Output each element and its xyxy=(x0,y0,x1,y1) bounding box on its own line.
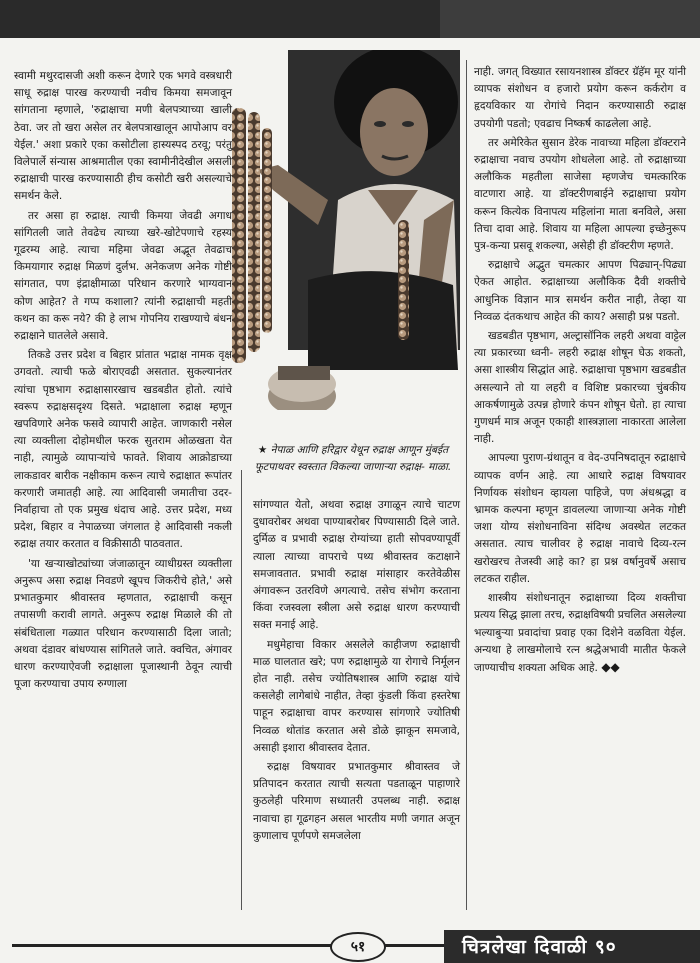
photo-caption: ★ नेपाळ आणि हरिद्वार येथून रुद्राक्ष आणून मुंबईत फूटपाथवर स्वस्तात विकल्या जाणाऱ्या रुद्राक्ष- माळा. xyxy=(254,444,452,473)
paragraph: रुद्राक्ष विषयावर प्रभातकुमार श्रीवास्तव जे प्रतिपादन करतात त्याची सत्यता पडताळून पाहाणारे कुठलेही परिमाण सध्यातरी उपलब्ध नाही. रुद्राक्ष नावाचा हा गूढगहन असल भारतीय मणी जगात अजून कुणालाच पूर्णपणे समजलेला xyxy=(253,761,460,842)
paragraph: 'या खऱ्याखोट्यांच्या जंजाळातून व्याधीग्रस्त व्यक्तीला अनुरूप असा रुद्राक्ष निवडणे खूपच जिकरीचे होते,' असे प्रभातकुमार श्रीवास्तव म्हणतात, रुद्राक्षाची कसून तपासणी करावी लागते. अनुरूप रुद्राक्ष मिळाले की तो संबंधिताला गळ्यात परिधान करण्यासाठी दिला जातो; अथवा दंडावर बांधण्यास सांगितले जाते. क्वचित, अंगावर धारण करण्याऐवजी रुद्राक्षाला पूजास्थानी ठेवून त्याची पूजा करण्याचा उपाय रुग्णाला xyxy=(14,557,232,691)
magazine-title: चित्रलेखा दिवाळी ९० xyxy=(462,936,617,958)
paragraph: तर अमेरिकेत सुसान डेरेक नावाच्या महिला डॉक्टराने रुद्राक्षाचा नवाच उपयोग शोधलेला आहे. तो रुद्राक्षाच्या अलौकिक महतीला साजेसा म्हणजेच चमत्कारिक वाटणारा आहे. या डॉक्टरीणबाईने रुद्राक्षाचा प्रयोग करून कित्येक विनापत्य महिलांना माता बनविले, असा तिचा दावा आहे. शिवाय या महिला आपल्या इच्छेनुरूप पुत्र-कन्या प्रसवू शकल्या, असेही ही डॉक्टरीण म्हणते. xyxy=(474,136,686,253)
paragraph: खडबडीत पृष्ठभाग, अल्ट्रासॉनिक लहरी अथवा वाट्टेल त्या प्रकारच्या ध्वनी- लहरी रुद्राक्ष शोषून घेऊ शकतो, असा शास्त्रीय सिद्धांत आहे. रुद्राक्षाचा पृष्ठभाग खडबडीत असल्याने तो या लहरी व विशिष्ट प्रकारच्या चुंबकीय आकर्षणामुळे उत्पन्न होणारे कंपन शोषून घेतो. हा त्याचा गुणधर्म मात्र अजून एकाही शास्त्रज्ञाला नाकारता आलेला नाही. xyxy=(474,330,686,446)
end-mark-icon: ◆◆ xyxy=(601,659,620,674)
photo-vendor-with-malas xyxy=(218,50,460,435)
article-column-2 xyxy=(253,497,460,847)
paragraph: तर असा हा रुद्राक्ष. त्याची किमया जेवढी अगाध सांगितली जाते तेवढेच त्याच्या खरे-खोटेपणाचे रहस्य गूढरम्य आहे. त्याचा महिमा जेवढा अद्भूत तेवढाच किमयागार रुद्राक्ष मिळणं दुर्लभ. अनेकजण अनेक गोष्टी सांगतात, पण इंद्राक्षीमाळा परिधान करणारे भाग्यवान कोण आहेत? ते गप्प कशाला? त्यांनी रुद्राक्षाची महती कथन का करू नये? की हे लाभ गोपनिय राखण्याचे बंधन रुद्राक्षाने घातलेले असावे. xyxy=(14,209,232,343)
article-column-3 xyxy=(474,64,686,679)
paragraph: स्वामी मथुरदासजी अशी करून देणारे एक भगवे वस्त्रधारी साधू रुद्राक्ष पारख करण्याची नवीच किमया समजावून सांगताना म्हणाले, 'रुद्राक्षाचा मणी बेलपत्र्याच्या खाली ठेवा. जर तो खरा असेल तर बेलपत्राखालून आपोआप वर येईल.' अशा प्रकारे एका कसोटीला हास्यस्पद ठरवू; परंतु विलेपार्ले संन्यास आश्रमातील एका स्वामीनीदेखील असली रुद्राक्षाची पारख करण्यासाठी हीच कसोटी खरी असल्याचे समर्थन केले. xyxy=(14,70,232,203)
top-banner xyxy=(0,0,700,38)
paragraph-text: शास्त्रीय संशोधनातून रुद्राक्षाच्या दिव्य शक्तीचा प्रत्यय सिद्ध झाला तरच, रुद्राक्षविषयी प्रचलित असलेल्या भल्याबुऱ्या प्रवादांचा प्रवाह एका दिशेने वळविता येईल. अन्यथा हे लाखमोलाचे रत्न श्रद्धेअभावी मातीत फेकले जाण्याचीच शक्यता अधिक आहे. xyxy=(474,592,686,674)
top-banner-dark-block xyxy=(440,0,700,38)
column-rule-left xyxy=(241,470,242,910)
paragraph: सांगण्यात येतो, अथवा रुद्राक्ष उगाळून त्याचे चाटण दुधावरोबर अथवा पाण्याबरोबर पिण्यासाठी दिले जाते. दुर्मिळ व प्रभावी रुद्राक्ष रोग्यांच्या हाती सोपवण्यापूर्वी त्याला त्याच्या वापराचे पथ्य श्रीवास्तव कटाक्षाने समजावतात. प्रभावी रुद्राक्ष मांसाहार करतेवेळीस अंगावरून उतरविणे अगत्याचे. तसेच संभोग करताना किंवा रजस्वला स्त्रीला असे रुद्राक्ष धारण करण्याची सक्त मनाई आहे. xyxy=(253,499,460,632)
paragraph: मधुमेहाचा विकार असलेले काहीजण रुद्राक्षाची माळ घालतात खरे; पण रुद्राक्षामुळे या रोगाचे निर्मूलन होत नाही. तसेच ज्योतिषशास्त्र आणि रुद्राक्ष यांचे कसलेही लागेबांधे नाहीत, तेव्हा कुंडली किंवा हस्तरेषा पाहून रुद्राक्षाचा वापर करण्यास सांगणारे ज्योतिषी निव्वळ थोतांड करतात असे डोळे झाकून समजावे, असाही इशारा श्रीवास्तव देतात. xyxy=(253,638,460,754)
article-column-1 xyxy=(14,68,232,695)
man-holding-rudraksha-malas-icon xyxy=(218,50,460,435)
paragraph: आपल्या पुराण-ग्रंथातून व वेद-उपनिषदातून रुद्राक्षाचे व्यापक वर्णन आहे. त्या आधारे रुद्राक्ष विषयावर निर्णायक संशोधन व्हायला पाहिजे, पण अंधश्रद्धा व भ्रामक कल्पना म्हणून डावलल्या जाणाऱ्या अनेक गोष्टी जशा योग्य संशोधनाविना संदिग्ध अवस्थेत लटकत असतात. त्याच चालीवर हे रुद्राक्ष नावाचे दिव्य-रत्न खरोखरच तेजस्वी आहे का? हा प्रश्न वर्षानुवर्षे असाच लटकत राहील. xyxy=(474,452,686,585)
page-number: ५१ xyxy=(330,932,386,962)
column-rule-right xyxy=(466,60,467,910)
page-footer xyxy=(0,930,700,963)
paragraph xyxy=(474,590,686,677)
paragraph: रुद्राक्षाचे अद्भुत चमत्कार आपण पिढ्यान्-पिढ्या ऐकत आहोत. रुद्राक्षाच्या अलौकिक दैवी शक्तीचे आधुनिक विज्ञान मात्र समर्थन करीत नाही, तेव्हा या निव्वळ दंतकथाच आहेत की काय? असाही प्रश्न पडतो. xyxy=(474,259,686,323)
paragraph: नाही. जगत् विख्यात रसायनशास्त्र डॉक्टर ग्रॅहॅम मूर यांनी व्यापक संशोधन व हजारो प्रयोग करून कर्करोग व हृदयविकार या रोगांचे निदान करण्यासाठी रुद्राक्ष उपयोगी पडतो; एवढाच निष्कर्ष काढलेला आहे. xyxy=(474,66,686,130)
paragraph: तिकडे उत्तर प्रदेश व बिहार प्रांतात भद्राक्ष नामक वृक्ष उगवतो. त्याची फळे बोराएवढी असतात. सुकल्यानंतर त्यांचा पृष्ठभाग रुद्राक्षासारखाच खडबडीत होतो. त्यांचे स्वरूप रुद्राक्षसदृश्य दिसते. भद्राक्षाला रुद्राक्ष म्हणून खपविणारे अनेक फसवे व्यापारी आहेत. जाणकारी नसेल त्या व्यक्तीला दोहोमधील फरक सुतराम ओळखता येत नाही, त्यामुळे व्यापाऱ्यांचे फावते. शिवाय आक्रोडाच्या लाकडावर बारीक नक्षीकाम करून त्याचे रुद्राक्षात रूपांतर करणारी जमातही आहे. त्या आदिवासी जमातीचा उदर- निर्वाहाचा तो एक प्रमुख धंदाच आहे. उत्तर प्रदेश, मध्य प्रदेश, बिहार व नेपाळच्या जंगलात हे आदिवासी नकली रुद्राक्ष तयार करतात व विक्रीसाठी पाठवतात. xyxy=(14,349,232,551)
